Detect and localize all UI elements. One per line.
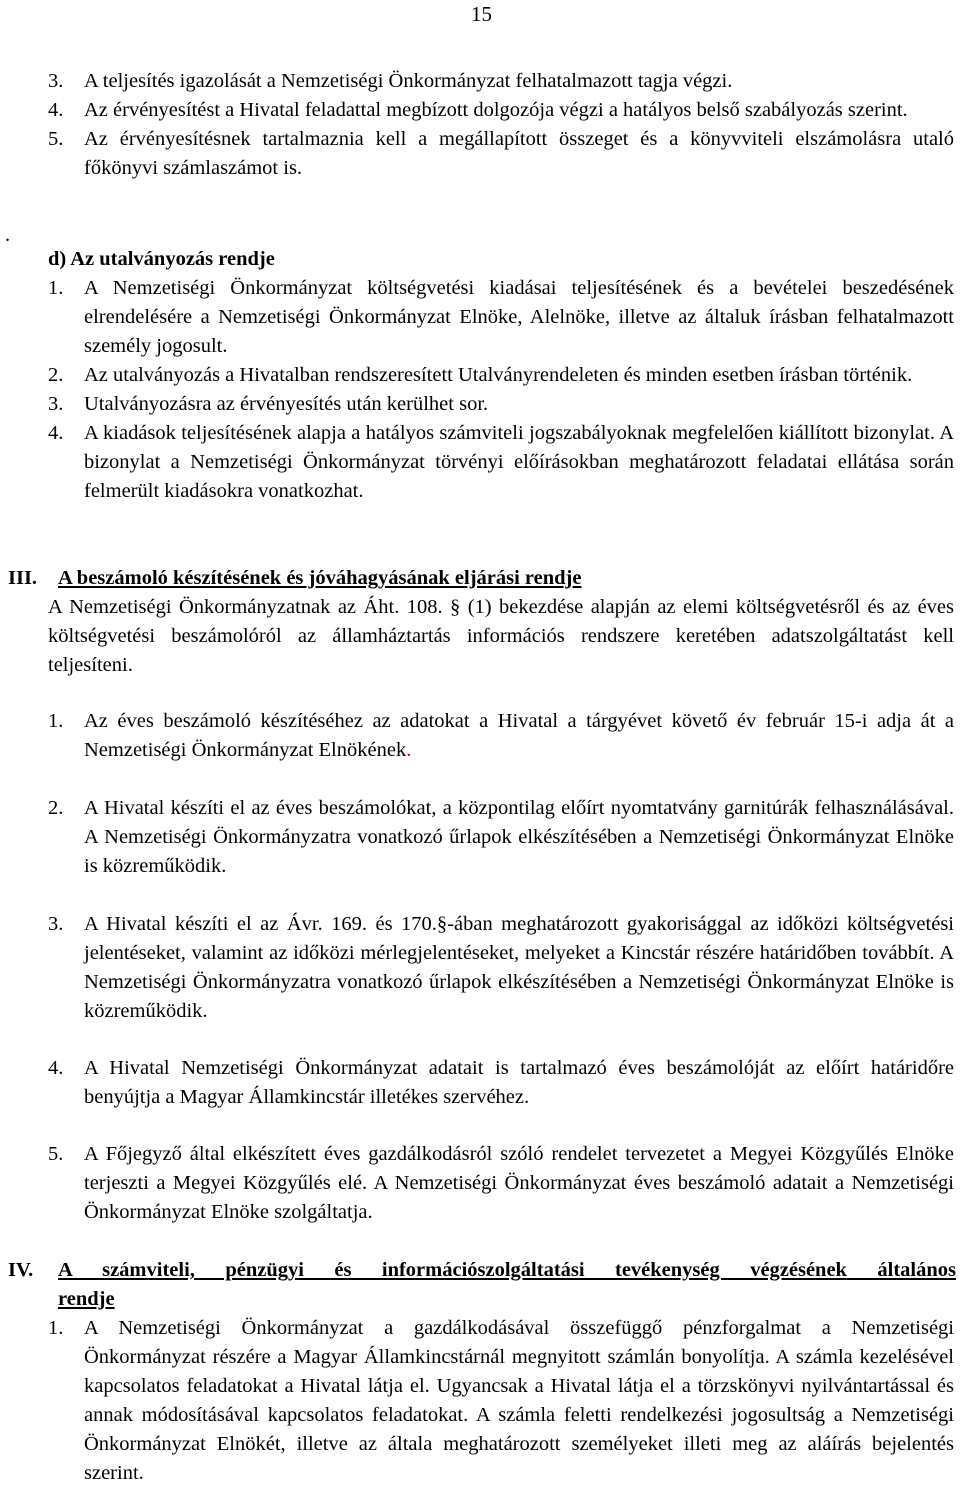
item-number: 1. [48,710,64,732]
item-number: 3. [48,393,64,415]
item-number: 1. [48,277,64,299]
red-dot: . [406,739,412,761]
section-iii-intro: A Nemzetiségi Önkormányzatnak az Áht. 108. § (1) bekezdése alapján az elemi költségvetésről és az éves költségvetési beszámolóról az államháztartás információs rendszere keretében adatszolgáltatást kell teljesíteni. [48,596,954,676]
list-item [48,96,954,125]
item-text [84,707,954,765]
page-number: 15 [471,2,492,26]
item-text: A Hivatal készíti el az Ávr. 169. és 170.§-ában meghatározott gyakorisággal az időközi költségvetési jelentéseket, valamint az időközi mérlegjelentéseket, melyeket a Kincstár részére határidőben továbbít. A Nemzetiségi Önkormányzatra vonatkozó űrlapok elkészítésében a Nemzetiségi Önkormányzat Elnöke is közreműködik. [84,913,954,1022]
item-number: 4. [48,99,64,121]
stray-dot: . [5,224,11,246]
section-iii-item-4 [48,1054,954,1112]
item-text: A Főjegyző által elkészített éves gazdálkodásról szóló rendelet tervezetet a Megyei Közgyűlés Elnöke terjeszti a Megyei Közgyűlés elé. A Nemzetiségi Önkormányzat éves beszámoló adatait a Nemzetiségi Önkormányzat Elnöke szolgáltatja. [84,1143,954,1223]
section-iii-numeral: III. [8,567,38,589]
item-text: A Hivatal készíti el az éves beszámolókat, a központilag előírt nyomtatvány garnitúrák felhasználásával. A Nemzetiségi Önkormányzatra vonatkozó űrlapok elkészítésében a Nemzetiségi Önkormányzat Elnöke is közreműködik. [84,797,954,877]
item-number: 4. [48,422,64,444]
section-iv-title-line1: A számviteli, pénzügyi és információszolgáltatási tevékenység végzésének általános [58,1259,956,1281]
item-number: 5. [48,1143,64,1165]
list-item [48,419,954,506]
section-iii-item-2 [48,794,954,881]
section-c-list [48,67,954,183]
item-number: 5. [48,128,64,150]
item-text-body: Az éves beszámoló készítéséhez az adatokat a Hivatal a tárgyévet követő év február 15-i adja át a Nemzetiségi Önkormányzat Elnökének [84,710,954,761]
section-iii-item-5 [48,1140,954,1227]
section-iii-item-1 [48,707,954,765]
item-text: Az utalványozás a Hivatalban rendszeresített Utalványrendeleten és minden esetben írásban történik. [84,364,913,386]
item-text: Az érvényesítésnek tartalmaznia kell a megállapított összeget és a könyvviteli elszámolásra utaló főkönyvi számlaszámot is. [84,128,954,179]
list-item [48,1140,954,1227]
item-text: A kiadások teljesítésének alapja a hatályos számviteli jogszabályoknak megfelelően kiállított bizonylat. A bizonylat a Nemzetiségi Önkormányzat törvényi előírásokban meghatározott feladatai ellátása során felmerült kiadásokra vonatkozhat. [84,422,954,502]
item-text: A Hivatal Nemzetiségi Önkormányzat adatait is tartalmazó éves beszámolóját az előírt határidőre benyújtja a Magyar Államkincstár illetékes szervéhez. [84,1057,954,1108]
list-item [48,794,954,881]
list-item [48,274,954,361]
item-text: A teljesítés igazolását a Nemzetiségi Önkormányzat felhatalmazott tagja végzi. [84,70,733,92]
item-text: A Nemzetiségi Önkormányzat a gazdálkodásával összefüggő pénzforgalmat a Nemzetiségi Önkormányzat részére a Magyar Államkincstárnál megnyitott számlán bonyolítja. A számla kezelésével kapcsolatos feladatokat a Hivatal látja el. Ugyancsak a Hivatal látja el a törzskönyvi nyilvántartással és annak módosításával kapcsolatos feladatokat. A számla feletti rendelkezési jogosultság a Nemzetiségi Önkormányzat Elnökét, illetve az általa meghatározott személyeket illeti meg az aláírás bejelentés szerint. [84,1317,954,1484]
section-iii-item-3 [48,910,954,1026]
list-item [48,390,954,419]
section-iv-item-1 [48,1314,954,1488]
section-iii-title: A beszámoló készítésének és jóváhagyásának eljárási rendje [58,567,582,589]
list-item [48,707,954,765]
list-item [48,1314,954,1488]
list-item [48,361,954,390]
item-text: A Nemzetiségi Önkormányzat költségvetési kiadásai teljesítésének és a bevételei beszedésének elrendelésére a Nemzetiségi Önkormányzat Elnöke, Alelnöke, illetve az általuk írásban felhatalmazott személy jogosult. [84,277,954,357]
item-text: Az érvényesítést a Hivatal feladattal megbízott dolgozója végzi a hatályos belső szabályozás szerint. [84,99,908,121]
list-item [48,125,954,183]
list-item [48,1054,954,1112]
item-number: 3. [48,70,64,92]
item-number: 1. [48,1317,64,1339]
section-iv-title [58,1256,956,1314]
item-number: 3. [48,913,64,935]
item-number: 2. [48,797,64,819]
section-iv-title-line2: rendje [58,1288,115,1310]
section-d-heading: d) Az utalványozás rendje [48,248,275,270]
list-item [48,910,954,1026]
item-number: 2. [48,364,64,386]
list-item [48,67,954,96]
section-iv-numeral: IV. [8,1259,34,1281]
item-number: 4. [48,1057,64,1079]
section-d-list [48,274,954,506]
item-text: Utalványozásra az érvényesítés után kerülhet sor. [84,393,489,415]
